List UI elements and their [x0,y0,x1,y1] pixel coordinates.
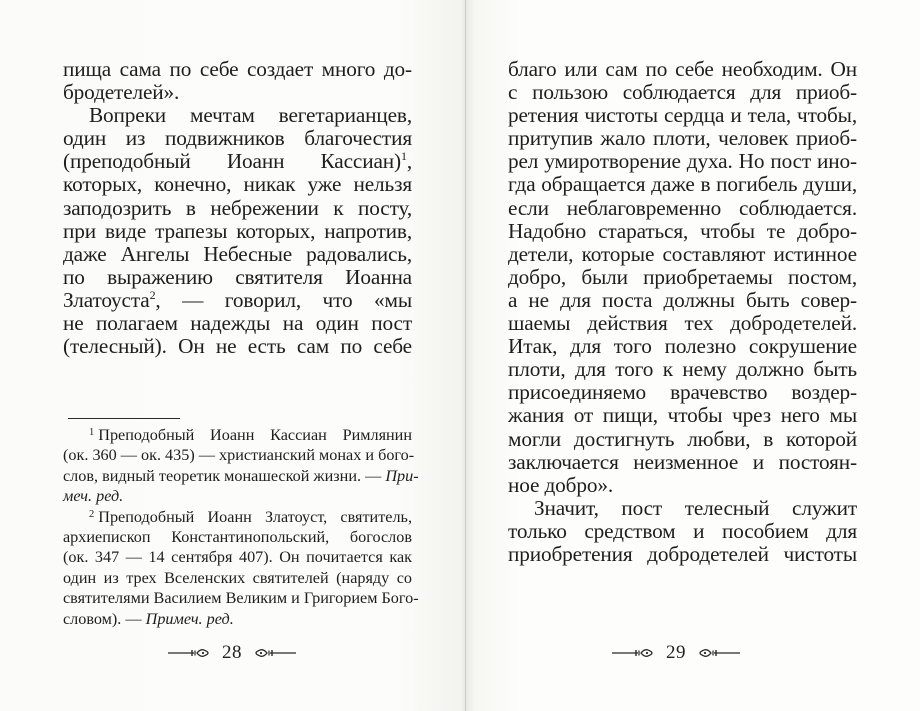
body-line [63,289,412,312]
footnote-1-line [63,425,412,445]
body-line: присоединяемо врачевство воздер- [508,380,857,405]
footnote-2-line [63,507,412,527]
body-line: заключается неизменное и постоян- [508,449,857,474]
body-line: притупив жало плоти, человек приоб- [508,126,857,151]
folio-flourish-right-icon [696,647,740,659]
body-line: а не для поста должны быть совер- [508,287,857,312]
body-line: не полагаем надежды на один пост [63,311,412,336]
body-line: с пользою соблюдается для приоб- [508,80,857,105]
footnote-2-line: (ок. 347 — 14 сентября 407). Он почитается как [63,548,412,567]
body-line: бродетелей». [63,80,180,105]
body-line: добро, были приобретаемы постом, [508,264,857,289]
body-line: рел умиротворение духа. Но пост ино- [508,149,857,174]
footnote-number: 1 [89,427,95,438]
body-line: Итак, для того полезно сокрушение [508,334,857,359]
page-number: 28 [222,642,242,663]
footnote-1-line: (ок. 360 — ок. 435) — христианский монах и бого- [63,446,415,465]
body-line: детели, которые составляют истинное [508,241,857,266]
footnote-2-line [63,609,412,629]
folio-flourish-left-icon [612,647,656,659]
footnote-divider [68,418,180,419]
page-number: 29 [666,642,686,663]
footnote-attribution: При- [385,466,419,485]
body-line: Вопреки мечтам вегетарианцев, [89,103,412,128]
body-line: шаемы действия тех добродетелей. [508,311,857,336]
body-line: при виде трапезы которых, напротив, [63,218,412,243]
page-number-left [168,642,296,664]
body-line: ретения чистоты сердца и тела, чтобы, [508,103,857,128]
folio-flourish-left-icon [168,647,212,659]
footnote-2-line: святителями Василием Великим и Григорием Бого- [63,589,419,608]
footnote-text: Преподобный Иоанн Златоуст, святитель, [98,507,412,526]
footnote-ref-1[interactable]: 1 [400,149,407,164]
footnote-ref-2[interactable]: 2 [149,287,156,302]
footnote-text: Преподобный Иоанн Кассиан Римлянин [98,426,412,444]
footnote-1-line [63,466,419,486]
footnotes [63,425,419,629]
body-line: даже Ангелы Небесные радовались, [63,241,412,266]
body-line-text: , — говорил, что «мы [155,287,412,312]
body-line: если неблаговременно соблюдается. [508,195,857,220]
footnote-text: слов, видный теоретик монашеской жизни. — [63,466,386,485]
footnote-2-line: архиепископ Константинопольский, богослов [63,527,412,546]
footnote-number: 2 [89,508,95,520]
body-line: ное добро». [508,472,614,497]
right-page [466,0,920,711]
body-line [63,150,412,173]
footnote-2-line: один из трех Вселенских святителей (наряду со [63,568,412,587]
right-page-body [508,58,857,566]
body-line: заподозрить в небрежении к посту, [63,195,412,220]
body-line: (телесный). Он не есть сам по себе [63,334,412,359]
body-line: плоти, для того к нему должно быть [508,357,857,382]
body-line: только средством и пособием для [508,518,857,543]
body-line: по выражению святителя Иоанна [63,264,412,289]
folio-flourish-right-icon [252,647,296,659]
body-line-text: (преподобный Иоанн Кассиан) [63,149,401,174]
body-line: жания от пищи, чтобы чрез него мы [508,403,857,428]
page-number-right [612,642,740,664]
body-line: которых, конечно, никак уже нельзя [63,172,412,197]
body-line: Надобно стараться, чтобы те добро- [508,218,857,243]
body-line: могли достигнуть любви, в которой [508,426,857,451]
body-line: гда обращается даже в погибель души, [508,172,857,197]
body-line: пища сама по себе создает много до- [63,57,412,81]
footnote-1-line [63,486,412,506]
body-line: Значит, пост телесный служит [534,495,857,520]
footnote-attribution: Примеч. ред. [145,609,234,628]
body-line: благо или сам по себе необходим. Он [508,57,857,81]
left-page-body [63,58,412,358]
body-line-text: Златоуста [63,287,150,312]
body-line: один из подвижников благочестия [63,126,412,151]
body-line-text: , [406,149,412,174]
body-line: приобретения добродетелей чистоты [508,541,857,566]
footnote-attribution: меч. ред. [63,487,124,506]
footnote-text: словом). — [63,609,146,628]
